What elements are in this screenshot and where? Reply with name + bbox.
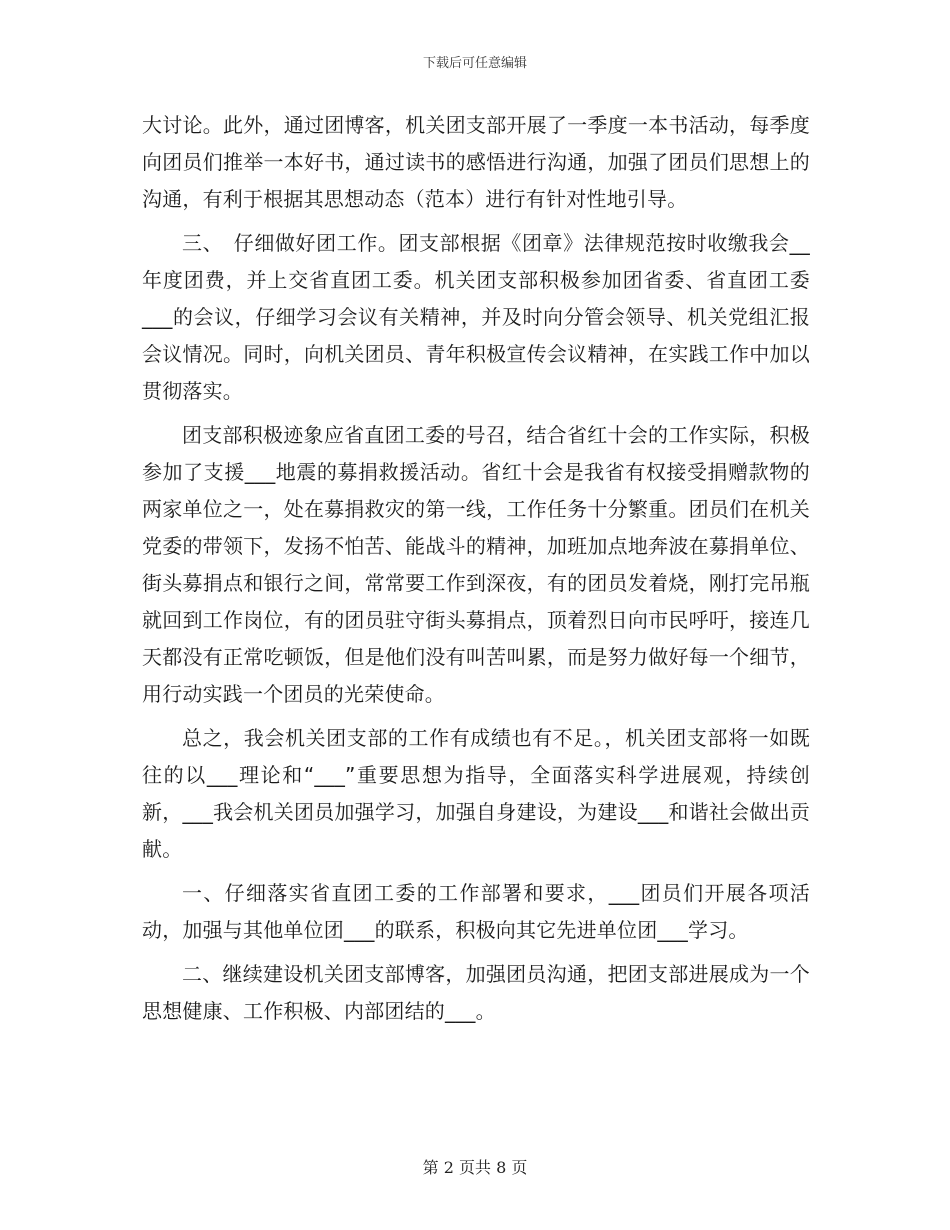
paragraph-5: 一、仔细落实省直团工委的工作部署和要求，___团员们开展各项活动，加强与其他单位团___的联系，积极向其它先进单位团___学习。 — [142, 881, 810, 942]
paragraph-2: 三、 仔细做好团工作。团支部根据《团章》法律规范按时收缴我会__年度团费，并上交省直团工委。机关团支部积极参加团省委、省直团工委___的会议，仔细学习会议有关精神，并及时向分管会领导、机关党组汇报会议情况。同时，向机关团员、青年积极宣传会议精神，在实践工作中加以贯彻落实。 — [142, 231, 810, 403]
paragraph-6: 二、继续建设机关团支部博客，加强团员沟通，把团支部进展成为一个思想健康、工作积极、内部团结的___。 — [142, 962, 810, 1023]
document-body — [142, 107, 810, 1037]
paragraph-3: 团支部积极迹象应省直团工委的号召，结合省红十会的工作实际，积极参加了支援___地震的募捐救援活动。省红十会是我省有权接受捐赠款物的两家单位之一，处在募捐救灾的第一线，工作任务十分繁重。团员们在机关党委的带领下，发扬不怕苦、能战斗的精神，加班加点地奔波在募捐单位、街头募捐点和银行之间，常常要工作到深夜，有的团员发着烧，刚打完吊瓶就回到工作岗位，有的团员驻守街头募捐点，顶着烈日向市民呼吁，接连几天都没有正常吃顿饭，但是他们没有叫苦叫累，而是努力做好每一个细节，用行动实践一个团员的光荣使命。 — [142, 423, 810, 706]
page-header: 下载后可任意编辑 — [422, 56, 527, 71]
page-footer: 第 2 页共 8 页 — [422, 1158, 528, 1177]
paragraph-4: 总之，我会机关团支部的工作有成绩也有不足。，机关团支部将一如既往的以___理论和“___”重要思想为指导，全面落实科学进展观，持续创新，___我会机关团员加强学习，加强自身建设，为建设___和谐社会做出贡献。 — [142, 726, 810, 861]
paragraph-1: 大讨论。此外，通过团博客，机关团支部开展了一季度一本书活动，每季度向团员们推举一本好书，通过读书的感悟进行沟通，加强了团员们思想上的沟通，有利于根据其思想动态（范本）进行有针对性地引导。 — [142, 113, 810, 211]
